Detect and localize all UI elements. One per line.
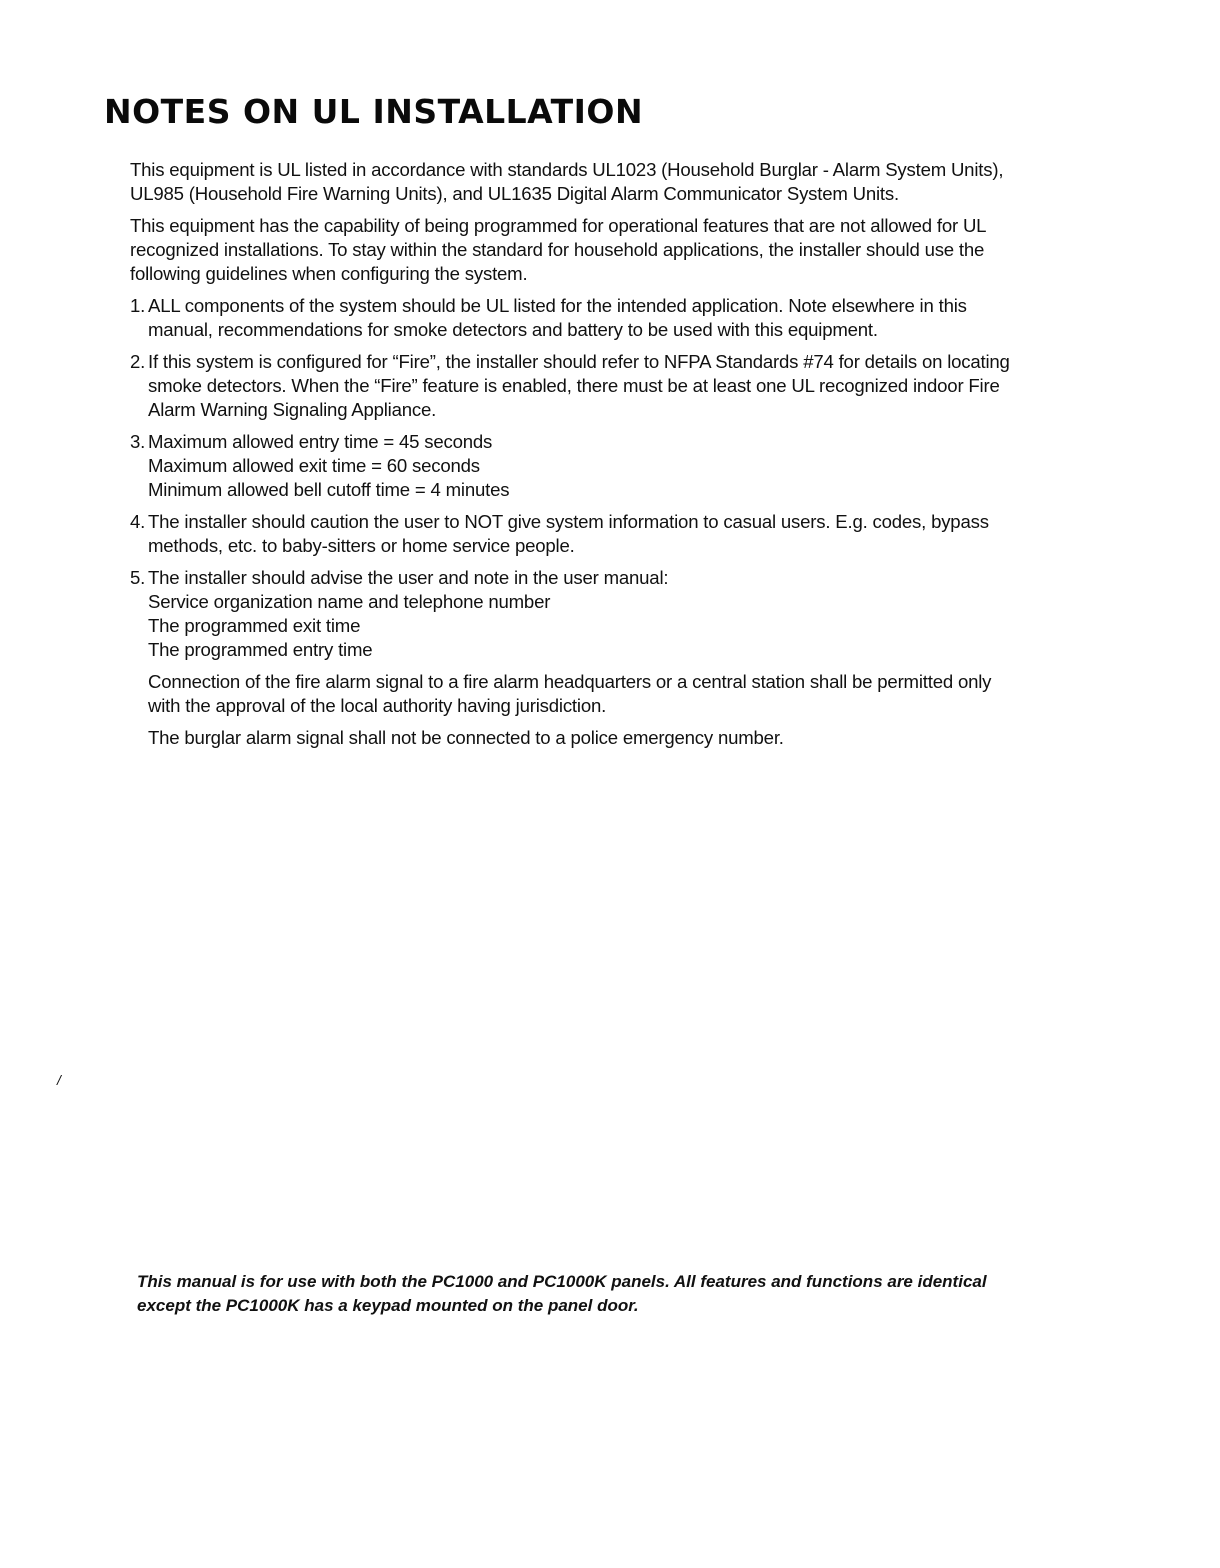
item-line: The programmed entry time [148,639,373,660]
item-content [148,430,1010,502]
item-line: The programmed exit time [148,615,361,636]
fire-connection-paragraph: Connection of the fire alarm signal to a fire alarm headquarters or a central station shall be permitted only with the approval of the local authority having jurisdiction. [148,671,992,716]
guideline-item-5 [130,566,1010,750]
item-number: 3. [130,431,146,452]
bell-cutoff-line: Minimum allowed bell cutoff time = 4 minutes [148,479,510,500]
exit-time-line: Maximum allowed exit time = 60 seconds [148,455,480,476]
page-title: NOTES ON UL INSTALLATION [104,92,644,131]
item-text: If this system is configured for “Fire”, the installer should refer to NFPA Standards #74 for details on locating smoke detectors. When the “Fire” feature is enabled, there must be at least one UL recognized indoor Fire Alarm Warning Signaling Appliance. [148,351,1010,420]
burglar-alarm-paragraph: The burglar alarm signal shall not be connected to a police emergency number. [148,727,784,748]
item-number: 4. [130,511,146,532]
item-content [148,566,1010,750]
guideline-item-3 [130,430,1010,502]
footnote: This manual is for use with both the PC1000 and PC1000K panels. All features and functions are identical except the PC1000K has a keypad mounted on the panel door. [137,1272,987,1315]
intro-paragraph-1: This equipment is UL listed in accordance with standards UL1023 (Household Burglar - Alarm System Units), UL985 (Household Fire Warning Units), and UL1635 Digital Alarm Communicator System Units. [130,159,1004,204]
item-line: Service organization name and telephone number [148,591,551,612]
guideline-item-2 [130,350,1010,422]
item-number: 1. [130,295,146,316]
item-number: 5. [130,567,146,588]
item-text: ALL components of the system should be UL listed for the intended application. Note elsewhere in this manual, recommendations for smoke detectors and battery to be used with this equipment. [148,295,967,340]
guideline-item-4 [130,510,1010,558]
guideline-item-1 [130,294,1010,342]
notes-body [130,158,1010,758]
item-line: The installer should advise the user and note in the user manual: [148,567,669,588]
item-number: 2. [130,351,146,372]
entry-time-line: Maximum allowed entry time = 45 seconds [148,431,493,452]
item-text: The installer should caution the user to NOT give system information to casual users. E.g. codes, bypass methods, etc. to baby-sitters or home service people. [148,511,989,556]
stray-mark: / [57,1072,61,1088]
intro-paragraph-2: This equipment has the capability of being programmed for operational features that are not allowed for UL recognized installations. To stay within the standard for household applications, the installer should use the following guidelines when configuring the system. [130,215,986,284]
